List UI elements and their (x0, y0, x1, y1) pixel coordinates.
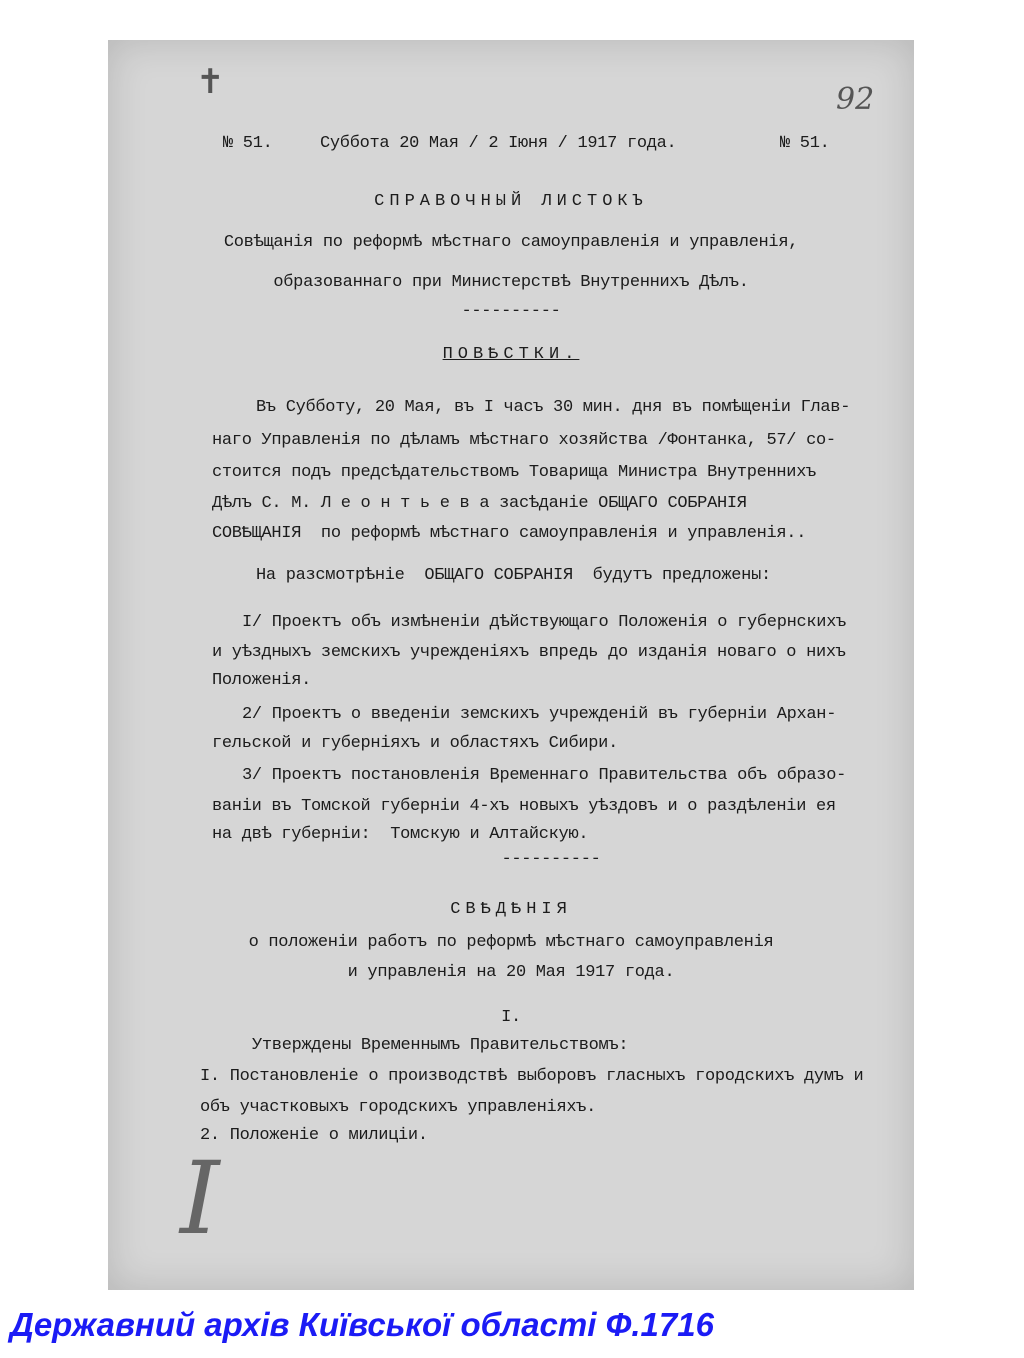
paragraph-line: СОВѢЩАНІЯ по реформѣ мѣстнаго самоуправленія и управленія.. (212, 524, 807, 543)
subtitle-line: Совѣщанія по реформѣ мѣстнаго самоуправленія и управленія, (223, 233, 799, 252)
agenda-item-line: гельской и губерніяхъ и областяхъ Сибири. (212, 734, 618, 753)
agenda-item-line: на двѣ губерніи: Томскую и Алтайскую. (212, 825, 589, 844)
document-title: СПРАВОЧНЫЙ ЛИСТОКЪ (374, 192, 648, 211)
archive-watermark: Державний архів Київської області Ф.1716 (10, 1306, 714, 1343)
document-page (108, 40, 914, 1290)
divider: ---------- (501, 850, 601, 869)
approved-intro: Утверждены Временнымъ Правительствомъ: (252, 1036, 629, 1055)
agenda-item-line: 2/ Проектъ о введеніи земскихъ учрежденій въ губерніи Архан- (242, 705, 837, 724)
agenda-intro: На разсмотрѣніе ОБЩАГО СОБРАНІЯ будутъ предложены: (256, 566, 771, 585)
handwritten-page-number: 92 (836, 82, 875, 117)
agenda-item-line: Положенія. (212, 671, 312, 690)
approved-item-line: 2. Положеніе о милиціи. (200, 1126, 428, 1145)
subtitle-line: образованнаго при Министерствѣ Внутреннихъ Дѣлъ. (273, 273, 749, 292)
section-heading: СВѢДѢНІЯ (450, 900, 572, 919)
doc-number-right: № 51. (780, 134, 830, 153)
agenda-item-line: и уѣздныхъ земскихъ учрежденіяхъ впредь до изданія новаго о нихъ (212, 643, 846, 662)
section-subheading: и управленія на 20 Мая 1917 года. (347, 963, 675, 982)
paragraph-line: Дѣлъ С. М. Л е о н т ь е в а засѣданіе ОБЩАГО СОБРАНІЯ (212, 494, 747, 513)
divider: ---------- (461, 302, 561, 321)
approved-item-line: I. Постановленіе о производствѣ выборовъ гласныхъ городскихъ думъ и (200, 1067, 864, 1086)
section-subheading: о положеніи работъ по реформѣ мѣстнаго самоуправленія (248, 933, 774, 952)
paragraph-line: Въ Субботу, 20 Мая, въ I часъ 30 мин. дня въ помѣщеніи Глав- (256, 398, 851, 417)
agenda-item-line: I/ Проектъ объ измѣненіи дѣйствующаго Положенія о губернскихъ (242, 613, 847, 632)
doc-number-left: № 51. (223, 134, 273, 153)
cross-mark: ✝ (196, 62, 225, 102)
agenda-item-line: ваніи въ Томской губерніи 4-хъ новыхъ уѣздовъ и о раздѣленіи ея (212, 797, 836, 816)
handwritten-roman-mark: I (180, 1140, 220, 1257)
paragraph-line: наго Управленія по дѣламъ мѣстнаго хозяйства /Фонтанка, 57/ со- (212, 431, 836, 450)
section-heading: ПОВѢСТКИ. (442, 345, 580, 364)
roman-numeral: I. (501, 1008, 521, 1027)
doc-date: Суббота 20 Мая / 2 Іюня / 1917 года. (320, 134, 677, 153)
paragraph-line: стоится подъ предсѣдательствомъ Товарища Министра Внутреннихъ (212, 463, 817, 482)
approved-item-line: объ участковыхъ городскихъ управленіяхъ. (200, 1098, 597, 1117)
agenda-item-line: 3/ Проектъ постановленія Временнаго Правительства объ образо- (242, 766, 847, 785)
